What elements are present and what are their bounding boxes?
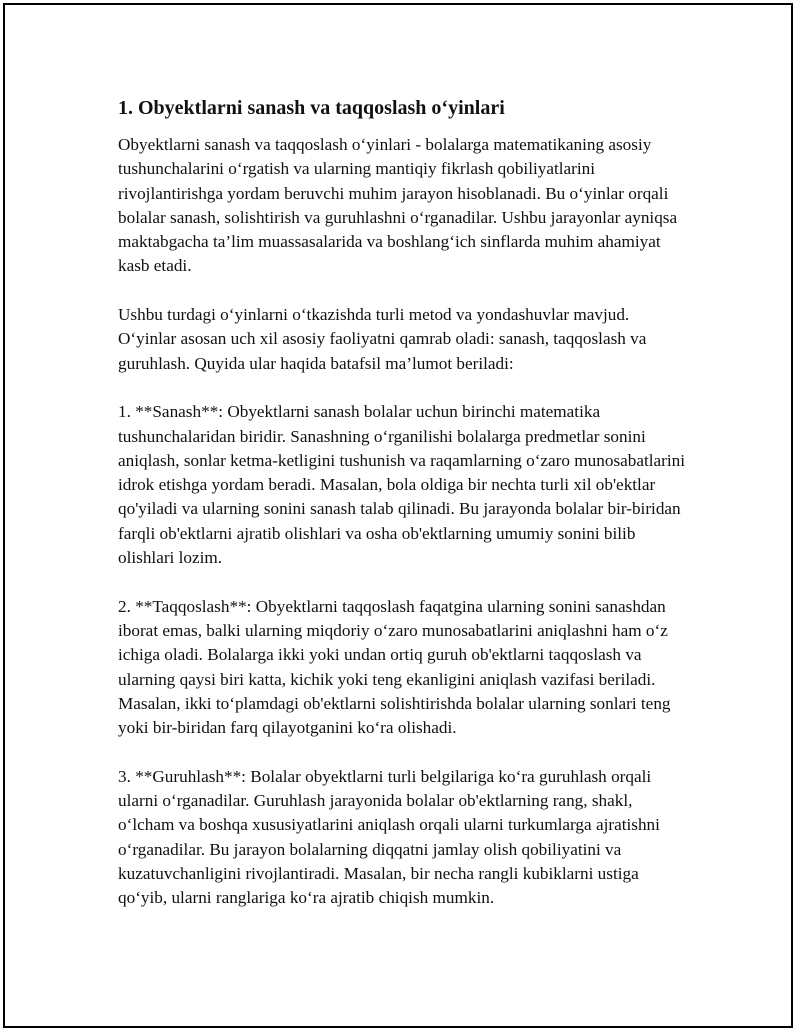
intro-paragraph: Obyektlarni sanash va taqqoslash o‘yinlari - bolalarga matematikaning asosiy tushunchalarini o‘rgatish va ularning mantiqiy fikrlash qobiliyatlarini rivojlantirishga yordam beruvchi muhim jarayon hisoblanadi. Bu o‘yinlar orqali bolalar sanash, solishtirish va guruhlashni o‘rganadilar. Ushbu jarayonlar ayniqsa maktabgacha ta’lim muassasalarida va boshlang‘ich sinflarda muhim ahamiyat kasb etadi.	[118, 135, 678, 276]
comparison-paragraph: 2. **Taqqoslash**: Obyektlarni taqqoslash faqatgina ularning sonini sanashdan iborat emas, balki ularning miqdoriy o‘zaro munosabatlarini aniqlashni ham o‘z ichiga oladi. Bolalarga ikki yoki undan ortiq guruh ob'ektlarni taqqoslash va ularning qaysi biri katta, kichik yoki teng ekanligini aniqlash vazifasi beriladi. Masalan, ikki to‘plamdagi ob'ektlarni solishtirishda bolalar ularning sonlari teng yoki bir-biridan farq qilayotganini ko‘ra olishadi.	[118, 596, 671, 738]
grouping-paragraph: 3. **Guruhlash**: Bolalar obyektlarni turli belgilariga ko‘ra guruhlash orqali ularni o‘rganadilar. Guruhlash jarayonida bolalar ob'ektlarning rang, shakl, o‘lcham va boshqa xususiyatlarini aniqlash orqali ularni turkumlarga ajratishni o‘rganadilar. Bu jarayon bolalarning diqqatni jamlay olish qobiliyatini va kuzatuvchanligini rivojlantiradi. Masalan, bir necha rangli kubiklarni ustiga qo‘yib, ularni ranglariga ko‘ra ajratib chiqish mumkin.	[118, 766, 660, 908]
document-body	[118, 94, 688, 911]
section-heading: 1. Obyektlarni sanash va taqqoslash o‘yinlari	[118, 97, 505, 119]
counting-paragraph: 1. **Sanash**: Obyektlarni sanash bolalar uchun birinchi matematika tushunchalaridan biridir. Sanashning o‘rganilishi bolalarga predmetlar sonini aniqlash, sonlar ketma-ketligini tushunish va raqamlarning o‘zaro munosabatlarini idrok etishga yordam beradi. Masalan, bola oldiga bir nechta turli xil ob'ektlar qo'yiladi va ularning sonini sanash talab qilinadi. Bu jarayonda bolalar bir-biridan farqli ob'ektlarni ajratib olishlari va osha ob'ektlarning umumiy sonini bilib olishlari lozim.	[118, 402, 686, 568]
methods-paragraph: Ushbu turdagi o‘yinlarni o‘tkazishda turli metod va yondashuvlar mavjud. O‘yinlar asosan uch xil asosiy faoliyatni qamrab oladi: sanash, taqqoslash va guruhlash. Quyida ular haqida batafsil ma’lumot beriladi:	[118, 305, 647, 373]
